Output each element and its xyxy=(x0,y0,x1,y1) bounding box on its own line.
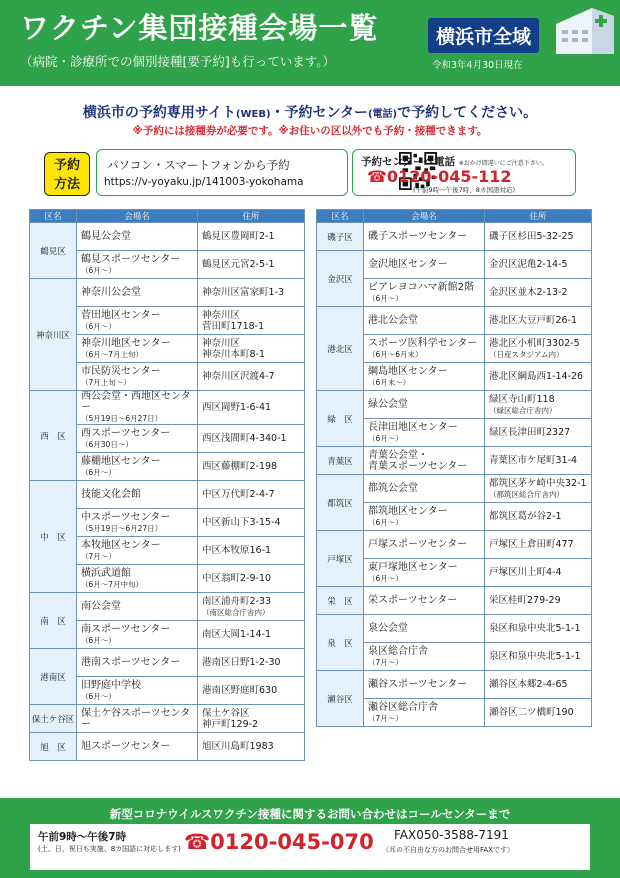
venue-cell xyxy=(77,509,198,537)
venue-cell xyxy=(77,391,198,425)
lead-center: ・予約センター xyxy=(270,105,368,121)
venue-period: （6月～7月上旬） xyxy=(81,349,144,359)
venue-cell xyxy=(77,223,198,251)
venue-address: 港北区綱島西1-14-26 xyxy=(489,371,584,382)
venue-name: 藤棚地区センター xyxy=(81,455,161,467)
venue-address: 戸塚区上倉田町477 xyxy=(489,539,574,550)
venue-address: 金沢区並木2-13-2 xyxy=(489,287,568,298)
venue-name: 磯子スポーツセンター xyxy=(368,231,468,242)
table-row xyxy=(30,279,305,307)
footer-hours-note: (土、日、祝日も実施、8カ国語に対応します) xyxy=(38,845,181,853)
venue-cell xyxy=(77,453,198,481)
venue-cell xyxy=(364,279,485,307)
venue-address-2: （南区総合庁舎内） xyxy=(202,607,270,617)
venue-period: （6月～） xyxy=(368,293,403,303)
venue-name: 南スポーツセンター xyxy=(81,623,171,635)
col-header-address: 住所 xyxy=(485,210,592,223)
venue-address: 南区浦舟町2-33 xyxy=(202,595,272,607)
venue-name: 神奈川地区センター xyxy=(81,337,171,349)
address-cell xyxy=(485,699,592,727)
venue-period: （6月30日～） xyxy=(81,439,133,449)
venue-name: 西スポーツセンター xyxy=(81,427,171,439)
venue-address: 都筑区葛が谷2-1 xyxy=(489,511,562,522)
address-cell xyxy=(198,593,305,621)
venue-cell xyxy=(77,733,198,761)
address-cell xyxy=(198,307,305,335)
venue-name: 泉公会堂 xyxy=(368,623,408,634)
venue-name: 綱島地区センター xyxy=(368,365,448,377)
address-cell xyxy=(198,509,305,537)
table-row xyxy=(317,475,592,503)
venue-name: 金沢地区センター xyxy=(368,259,448,270)
venue-period: （6月～） xyxy=(81,691,116,701)
ward-cell: 港北区 xyxy=(317,307,364,391)
venue-name: スポーツ医科学センター xyxy=(368,337,478,349)
venue-name: 鶴見公会堂 xyxy=(81,231,131,242)
footer-question: 新型コロナウイルスワクチン接種に関するお問い合わせはコールセンターまで xyxy=(109,807,511,821)
venue-cell xyxy=(364,419,485,447)
venue-period: （6月末～） xyxy=(368,377,411,387)
address-cell xyxy=(198,453,305,481)
page-subtitle: （病院・診療所での個別接種[要予約]も行っています。） xyxy=(20,54,336,69)
table-row xyxy=(30,223,305,251)
table-row xyxy=(317,671,592,699)
venue-address: 瀬谷区二ツ橋町190 xyxy=(489,707,574,718)
venue-period: （6月～） xyxy=(81,321,116,331)
address-cell xyxy=(485,419,592,447)
venue-name: 都筑地区センター xyxy=(368,505,448,517)
venue-name: 港南スポーツセンター xyxy=(81,657,181,668)
ward-cell: 南 区 xyxy=(30,593,77,649)
venue-address: 神奈川区 xyxy=(202,337,241,349)
venue-address: 保土ケ谷区 xyxy=(202,707,250,719)
venue-cell xyxy=(77,425,198,453)
fax-number[interactable]: FAX050-3588-7191 xyxy=(394,828,509,842)
venue-name: 南公会堂 xyxy=(81,601,121,612)
venue-name: 東戸塚地区センター xyxy=(368,561,458,573)
venue-period: （5月19日～6月27日） xyxy=(81,523,163,533)
venue-address: 西区藤棚町2-198 xyxy=(202,461,278,472)
ward-cell: 中 区 xyxy=(30,481,77,593)
venue-address: 中区新山下3-15-4 xyxy=(202,517,281,528)
col-header-venue: 会場名 xyxy=(364,210,485,223)
venue-address: 鶴見区元宮2-5-1 xyxy=(202,259,275,270)
address-cell xyxy=(485,307,592,335)
venue-name: 鶴見スポーツセンター xyxy=(81,253,181,265)
venue-address: 港北区小机町3302-5 xyxy=(489,337,580,349)
address-cell xyxy=(485,391,592,419)
venue-period: （7月～） xyxy=(368,657,403,667)
ward-cell: 鶴見区 xyxy=(30,223,77,279)
venue-cell xyxy=(364,643,485,671)
venue-name: 栄スポーツセンター xyxy=(368,595,458,606)
venue-name: 本牧地区センター xyxy=(81,539,161,551)
table-row xyxy=(317,251,592,279)
venue-cell xyxy=(77,307,198,335)
address-cell xyxy=(485,559,592,587)
ward-cell: 都筑区 xyxy=(317,475,364,531)
venue-address: 都筑区茅ケ崎中央32-1 xyxy=(489,477,587,489)
venue-address: 西区岡野1-6-41 xyxy=(202,402,272,413)
method-label-1: 予約 xyxy=(53,158,80,173)
venue-period: （7月～） xyxy=(368,713,403,723)
venue-address: 緑区寺山町118 xyxy=(489,393,555,405)
venue-name: 旭スポーツセンター xyxy=(81,741,171,752)
address-cell xyxy=(198,481,305,509)
address-cell xyxy=(198,621,305,649)
venue-cell xyxy=(364,587,485,615)
reservation-note: ※予約には接種券が必要です。※お住いの区以外でも予約・接種できます。 xyxy=(132,125,488,137)
venue-period: （6月～6月末） xyxy=(368,349,423,359)
venue-address: 瀬谷区本郷2-4-65 xyxy=(489,679,568,690)
web-reservation-box xyxy=(96,149,348,196)
venue-name: 菅田地区センター xyxy=(81,309,161,321)
address-cell xyxy=(198,537,305,565)
venue-cell xyxy=(364,671,485,699)
tel-reservation-box xyxy=(352,149,576,196)
venue-address: 西区浅間町4-340-1 xyxy=(202,433,287,444)
venue-name: 西公会堂・西地区センター xyxy=(81,391,191,413)
address-cell xyxy=(485,671,592,699)
area-badge: 横浜市全域 xyxy=(428,18,539,53)
tel-hours: (午前9時～午後7時、8カ国語対応) xyxy=(413,186,515,194)
venue-period: （6月～） xyxy=(368,517,403,527)
table-row xyxy=(30,733,305,761)
address-cell xyxy=(198,223,305,251)
venue-cell xyxy=(364,363,485,391)
venue-cell xyxy=(364,475,485,503)
venue-address: 神奈川区 xyxy=(202,309,241,321)
lead-end: で予約してください。 xyxy=(397,105,538,121)
lead-site: 横浜市の予約専用サイト xyxy=(82,105,236,121)
venue-address: 栄区桂町279-29 xyxy=(489,595,561,606)
address-cell xyxy=(198,363,305,391)
venue-cell xyxy=(77,537,198,565)
venue-address: 磯子区杉田5-32-25 xyxy=(489,231,574,242)
table-row xyxy=(30,481,305,509)
venue-cell xyxy=(77,593,198,621)
table-row xyxy=(317,531,592,559)
venue-address: 港南区野庭町630 xyxy=(202,685,278,696)
venue-address: 旭区川島町1983 xyxy=(202,741,274,752)
venue-cell xyxy=(364,559,485,587)
venue-name: 旧野庭中学校 xyxy=(81,679,141,691)
venue-name: 都筑公会堂 xyxy=(368,483,418,494)
venue-name: 泉区総合庁舎 xyxy=(368,645,428,657)
venue-address: 緑区長津田町2327 xyxy=(489,427,571,438)
method-label xyxy=(44,152,90,196)
venue-address: 中区本牧原16-1 xyxy=(202,545,272,556)
venue-cell xyxy=(77,335,198,363)
venue-name: ビアレヨコハマ新館2階 xyxy=(368,281,474,293)
venue-name: 技能文化会館 xyxy=(81,489,141,500)
venue-address: 中区翁町2-9-10 xyxy=(202,573,272,584)
venue-name-2: 青葉スポーツセンター xyxy=(368,460,468,472)
web-reservation-label: パソコン・スマートフォンから予約 xyxy=(107,158,290,172)
tel-note: ※おかけ間違いにご注意下さい。 xyxy=(458,160,548,167)
venue-address: 戸塚区川上町4-4 xyxy=(489,567,562,578)
venue-cell xyxy=(364,503,485,531)
venue-period: （6月～） xyxy=(81,635,116,645)
table-row xyxy=(317,307,592,335)
address-cell xyxy=(485,363,592,391)
table-row xyxy=(317,447,592,475)
venue-period: （6月～） xyxy=(81,265,116,275)
building-icon xyxy=(552,2,616,54)
address-cell xyxy=(485,615,592,643)
venue-address-2: （日産スタジアム内） xyxy=(489,349,564,359)
ward-cell: 瀬谷区 xyxy=(317,671,364,727)
venue-name: 戸塚スポーツセンター xyxy=(368,539,468,550)
table-row xyxy=(317,391,592,419)
col-header-ward: 区名 xyxy=(317,210,364,223)
venue-cell xyxy=(364,699,485,727)
venue-name: 港北公会堂 xyxy=(368,315,418,326)
venue-cell xyxy=(77,251,198,279)
address-cell xyxy=(485,475,592,503)
table-row xyxy=(317,223,592,251)
venue-cell xyxy=(77,565,198,593)
address-cell xyxy=(485,643,592,671)
venue-name: 保土ケ谷スポーツセンター xyxy=(81,707,191,730)
venue-address: 神奈川区富家町1-3 xyxy=(202,287,285,298)
address-cell xyxy=(485,587,592,615)
call-center-number[interactable]: ☎0120-045-070 xyxy=(184,830,374,854)
ward-cell: 泉 区 xyxy=(317,615,364,671)
header-band xyxy=(0,0,620,86)
address-cell xyxy=(198,251,305,279)
table-row xyxy=(30,593,305,621)
address-cell xyxy=(198,335,305,363)
venue-cell xyxy=(364,251,485,279)
lead-tel: (電話) xyxy=(367,109,398,120)
address-cell xyxy=(198,733,305,761)
col-header-ward: 区名 xyxy=(30,210,77,223)
venue-name: 瀬谷区総合庁舎 xyxy=(368,701,438,713)
venue-address: 南区大岡1-14-1 xyxy=(202,629,272,640)
footer-contact-box xyxy=(30,824,590,870)
venue-period: （6月～） xyxy=(81,467,116,477)
venue-address: 中区万代町2-4-7 xyxy=(202,489,275,500)
venue-name: 神奈川公会堂 xyxy=(81,287,141,298)
ward-cell: 青葉区 xyxy=(317,447,364,475)
tel-label-text: 予約センターへ電話 xyxy=(361,156,456,168)
address-cell xyxy=(485,335,592,363)
ward-cell: 緑 区 xyxy=(317,391,364,447)
address-cell xyxy=(485,279,592,307)
venue-address: 金沢区泥亀2-14-5 xyxy=(489,259,568,270)
venue-name: 青葉公会堂・ xyxy=(368,449,428,461)
ward-cell: 神奈川区 xyxy=(30,279,77,391)
address-cell xyxy=(198,279,305,307)
ward-cell: 栄 区 xyxy=(317,587,364,615)
footer-hours: 午前9時～午後7時 xyxy=(38,831,127,843)
venue-address-2: 神戸町129-2 xyxy=(202,718,259,730)
col-header-address: 住所 xyxy=(198,210,305,223)
venue-cell xyxy=(364,447,485,475)
address-cell xyxy=(485,447,592,475)
venue-cell xyxy=(364,391,485,419)
venue-address-2: （緑区総合庁舎内） xyxy=(489,405,557,415)
ward-cell: 磯子区 xyxy=(317,223,364,251)
footer-band xyxy=(0,798,620,878)
address-cell xyxy=(198,677,305,705)
venue-address-2: （都筑区総合庁舎内） xyxy=(489,489,564,499)
ward-cell: 西 区 xyxy=(30,391,77,481)
venue-period: （7月上旬～） xyxy=(81,377,131,387)
address-cell xyxy=(485,223,592,251)
venue-address-2: 神奈川本町8-1 xyxy=(202,348,266,360)
ward-cell: 金沢区 xyxy=(317,251,364,307)
venue-address: 青葉区市ケ尾町31-4 xyxy=(489,455,578,466)
venue-address: 鶴見区豊岡町2-1 xyxy=(202,231,275,242)
venue-period: （6月～） xyxy=(368,573,403,583)
address-cell xyxy=(198,425,305,453)
venue-table-right xyxy=(316,209,592,727)
venue-address: 泉区和泉中央北5-1-1 xyxy=(489,623,581,634)
venue-address-2: 菅田町1718-1 xyxy=(202,320,265,332)
lead-web: (WEB) xyxy=(235,109,271,120)
address-cell xyxy=(485,531,592,559)
address-cell xyxy=(198,649,305,677)
fax-note: （耳の不自由な方のお問合せ用FAXです） xyxy=(382,846,514,854)
address-cell xyxy=(485,503,592,531)
venue-address: 港北区大豆戸町26-1 xyxy=(489,315,578,326)
venue-cell xyxy=(364,615,485,643)
address-cell xyxy=(198,565,305,593)
venue-name: 中スポーツセンター xyxy=(81,511,171,523)
page-title: ワクチン集団接種会場一覧 xyxy=(20,11,379,45)
table-row xyxy=(317,587,592,615)
venue-cell xyxy=(77,621,198,649)
table-row xyxy=(317,615,592,643)
method-label-2: 方法 xyxy=(53,177,80,192)
venue-cell xyxy=(364,335,485,363)
ward-cell: 保土ケ谷区 xyxy=(30,705,77,733)
ward-cell: 旭 区 xyxy=(30,733,77,761)
venue-cell xyxy=(77,677,198,705)
table-row xyxy=(30,705,305,733)
as-of-date: 令和3年4月30日現在 xyxy=(432,60,523,71)
venue-address: 港南区日野1-2-30 xyxy=(202,657,281,668)
venue-address: 神奈川区沢渡4-7 xyxy=(202,371,275,382)
address-cell xyxy=(198,391,305,425)
venue-address: 泉区和泉中央北5-1-1 xyxy=(489,651,581,662)
venue-name: 緑公会堂 xyxy=(368,399,408,410)
venue-table-left xyxy=(29,209,305,761)
venue-cell xyxy=(77,705,198,733)
venue-cell xyxy=(77,363,198,391)
venue-period: （6月～） xyxy=(368,433,403,443)
venue-cell xyxy=(77,481,198,509)
reservation-phone-number[interactable]: ☎0120-045-112 xyxy=(367,167,512,186)
venue-cell xyxy=(364,307,485,335)
venue-name: 長津田地区センター xyxy=(368,421,458,433)
venue-cell xyxy=(364,223,485,251)
reservation-lead xyxy=(0,102,620,122)
venue-period: （6月～7月中旬） xyxy=(81,579,144,589)
venue-name: 横浜武道館 xyxy=(81,567,131,579)
address-cell xyxy=(485,251,592,279)
table-row xyxy=(30,649,305,677)
venue-name: 瀬谷スポーツセンター xyxy=(368,679,468,690)
venue-period: （5月19日～6月27日） xyxy=(81,414,163,423)
table-row xyxy=(30,391,305,425)
ward-cell: 港南区 xyxy=(30,649,77,705)
venue-period: （7月～） xyxy=(81,551,116,561)
ward-cell: 戸塚区 xyxy=(317,531,364,587)
venue-cell xyxy=(364,531,485,559)
address-cell xyxy=(198,705,305,733)
venue-cell xyxy=(77,649,198,677)
col-header-venue: 会場名 xyxy=(77,210,198,223)
web-reservation-url[interactable]: https://v-yoyaku.jp/141003-yokohama xyxy=(104,176,304,188)
venue-cell xyxy=(77,279,198,307)
venue-name: 市民防災センター xyxy=(81,365,161,377)
